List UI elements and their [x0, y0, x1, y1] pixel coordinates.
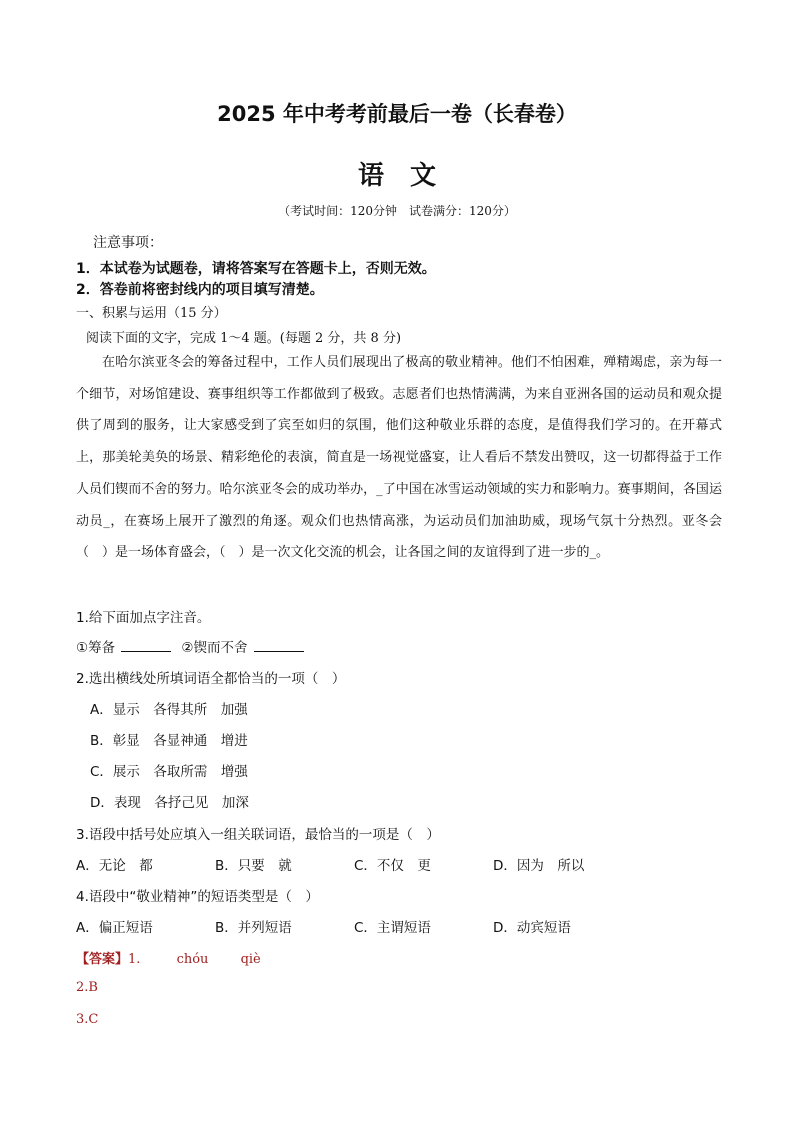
- pinyin-answer: qiè: [240, 952, 261, 967]
- q2-option: D．表现 各抒己见 加深: [90, 795, 249, 811]
- q2-option: A．显示 各得其所 加强: [90, 702, 248, 718]
- q4-option: D．动宾短语: [493, 920, 571, 936]
- notice-item: 2．答卷前将密封线内的项目填写清楚。: [76, 282, 324, 298]
- q4-options: [76, 916, 676, 936]
- answer-label: 【答案】: [76, 952, 129, 967]
- question-2: 2.选出横线处所填词语全都恰当的一项（ ）: [76, 671, 346, 687]
- reading-passage: 在哈尔滨亚冬会的筹备过程中，工作人员们展现出了极高的敬业精神。他们不怕困难，殚精竭虑，亲为每一个细节，对场馆建设、赛事组织等工作都做到了极致。志愿者们也热情满满，为来自亚洲各国的运动员和观众提供了周到的服务，让大家感受到了宾至如归的氛围，他们这种敬业乐群的态度，是值得我们学习的。在开幕式上，那美轮美奂的场景、精彩绝伦的表演，简直是一场视觉盛宴，让人看后不禁发出赞叹，这一切都得益于工作人员们锲而不舍的努力。哈尔滨亚冬会的成功举办，_了中国在冰雪运动领域的实力和影响力。赛事期间，各国运动员_，在赛场上展开了激烈的角逐。观众们也热情高涨，为运动员们加油助威，现场气氛十分热烈。亚冬会（ ）是一场体育盛会，（ ）是一次文化交流的机会，让各国之间的友谊得到了进一步的_。: [76, 355, 722, 561]
- exam-title: 2025 年中考考前最后一卷（长春卷）: [217, 102, 577, 126]
- answer-line-3: 3.C: [76, 1012, 99, 1027]
- answer-line-1: [76, 948, 261, 967]
- q3-option: A．无论 都: [76, 858, 153, 874]
- notice-item: 1．本试卷为试题卷，请将答案写在答题卡上，否则无效。: [76, 261, 436, 277]
- q3-option: C．不仅 更: [354, 858, 431, 874]
- reading-instruction: 阅读下面的文字，完成 1～4 题。(每题 2 分，共 8 分): [86, 331, 402, 346]
- subject-title: 语文: [357, 161, 462, 191]
- q4-option: C．主谓短语: [354, 920, 431, 936]
- answer-number: 1.: [128, 952, 141, 967]
- answer-blank[interactable]: [121, 639, 171, 652]
- question-1: 1.给下面加点字注音。: [76, 610, 211, 626]
- question-3: 3.语段中括号处应填入一组关联词语，最恰当的一项是（ ）: [76, 827, 440, 843]
- exam-info: （考试时间：120分钟 试卷满分：120分）: [278, 204, 516, 218]
- q4-option: B．并列短语: [215, 920, 292, 936]
- q1-item: ②锲而不舍: [181, 640, 248, 656]
- section-title: 一、积累与运用（15 分）: [76, 306, 227, 321]
- question-4: 4.语段中“敬业精神”的短语类型是（ ）: [76, 889, 319, 905]
- q4-option: A．偏正短语: [76, 920, 153, 936]
- answer-blank[interactable]: [254, 639, 304, 652]
- q2-option: B．彰显 各显神通 增进: [90, 733, 248, 749]
- q2-option: C．展示 各取所需 增强: [90, 764, 248, 780]
- q3-options: [76, 854, 676, 874]
- answer-line-2: 2.B: [76, 980, 98, 995]
- question-1-items: [76, 636, 310, 656]
- q3-option: D．因为 所以: [493, 858, 585, 874]
- notice-heading: 注意事项：: [93, 235, 163, 251]
- pinyin-answer: chóu: [176, 952, 209, 967]
- q3-option: B．只要 就: [215, 858, 292, 874]
- q1-item: ①筹备: [76, 640, 116, 656]
